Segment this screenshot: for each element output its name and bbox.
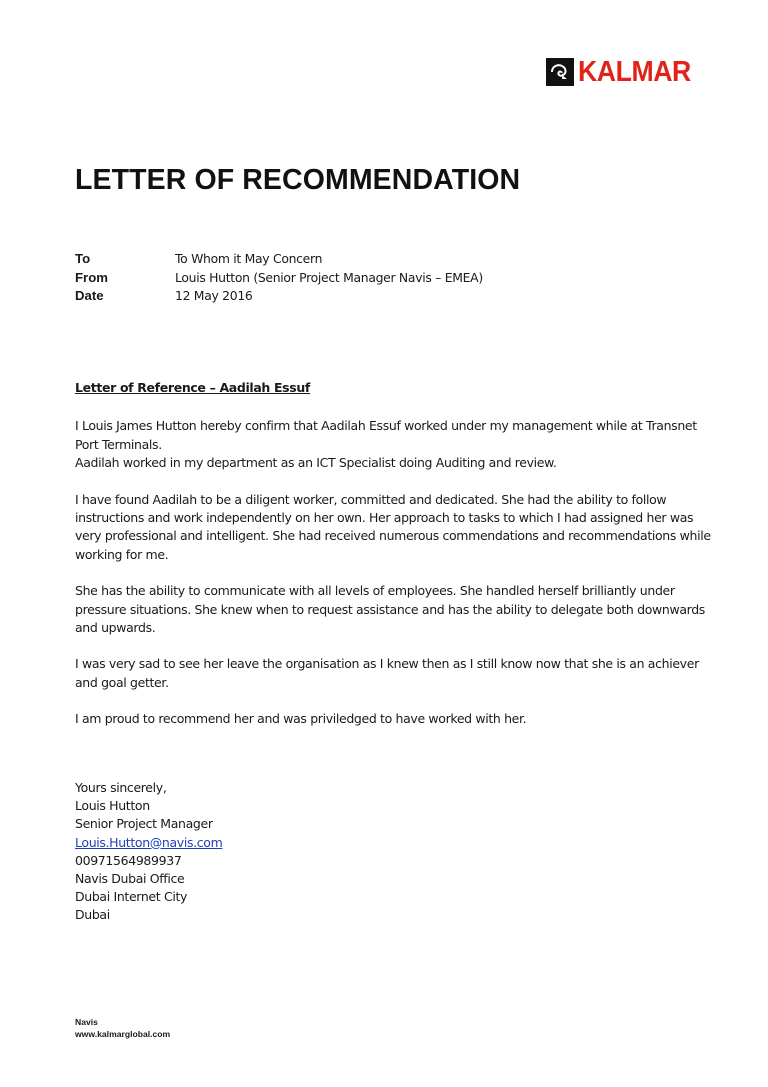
signer-name: Louis Hutton [75,798,150,814]
letter-subject: Letter of Reference – Aadilah Essuf [75,380,310,395]
signature-block [75,779,222,925]
meta-label: From [75,269,108,285]
email-link[interactable]: Louis.Hutton@navis.com [75,834,223,850]
phone-number: 00971564989937 [75,852,182,868]
office-city: Dubai [75,907,110,923]
meta-value: To Whom it May Concern [175,251,323,266]
meta-value: Louis Hutton (Senior Project Manager Navis – EMEA) [175,269,483,285]
office-area: Dubai Internet City [75,889,188,905]
meta-value: 12 May 2016 [175,288,253,303]
page-footer [75,1016,170,1040]
body-paragraph: She has the ability to communicate with all levels of employees. She handled herself brilliantly under pressure situations. She knew when to request assistance and has the ability to delegate both downwards and upwards. [75,583,705,636]
office-name: Navis Dubai Office [75,871,185,887]
letter-meta [75,250,483,306]
meta-row-to [75,250,483,269]
signer-role: Senior Project Manager [75,816,213,832]
meta-row-from [75,269,483,288]
kalmar-logo [546,57,701,87]
closing: Yours sincerely, [75,780,167,795]
meta-label: Date [75,288,104,303]
footer-company: Navis [75,1017,98,1027]
page-title: LETTER OF RECOMMENDATION [75,164,521,196]
body-paragraph: I have found Aadilah to be a diligent worker, committed and dedicated. She had the ability to follow instructions and work independently on her own. Her approach to tasks to which I had assigned her was very professional and intelligent. She had received numerous commendations and recommendations while working for me. [75,491,711,562]
kalmar-wordmark: KALMAR [578,56,691,88]
body-paragraph: I was very sad to see her leave the organisation as I knew then as I still know now that she is an achiever and goal getter. [75,656,699,690]
kalmar-ram-icon [546,58,574,86]
body-paragraph: I Louis James Hutton hereby confirm that Aadilah Essuf worked under my management while at Transnet Port Terminals. Aadilah worked in my department as an ICT Specialist doing Auditing and review. [75,418,697,471]
footer-website: www.kalmarglobal.com [75,1029,171,1039]
letter-body [75,379,715,747]
meta-row-date [75,287,483,306]
meta-label: To [75,251,91,266]
body-paragraph: I am proud to recommend her and was priviledged to have worked with her. [75,711,527,727]
